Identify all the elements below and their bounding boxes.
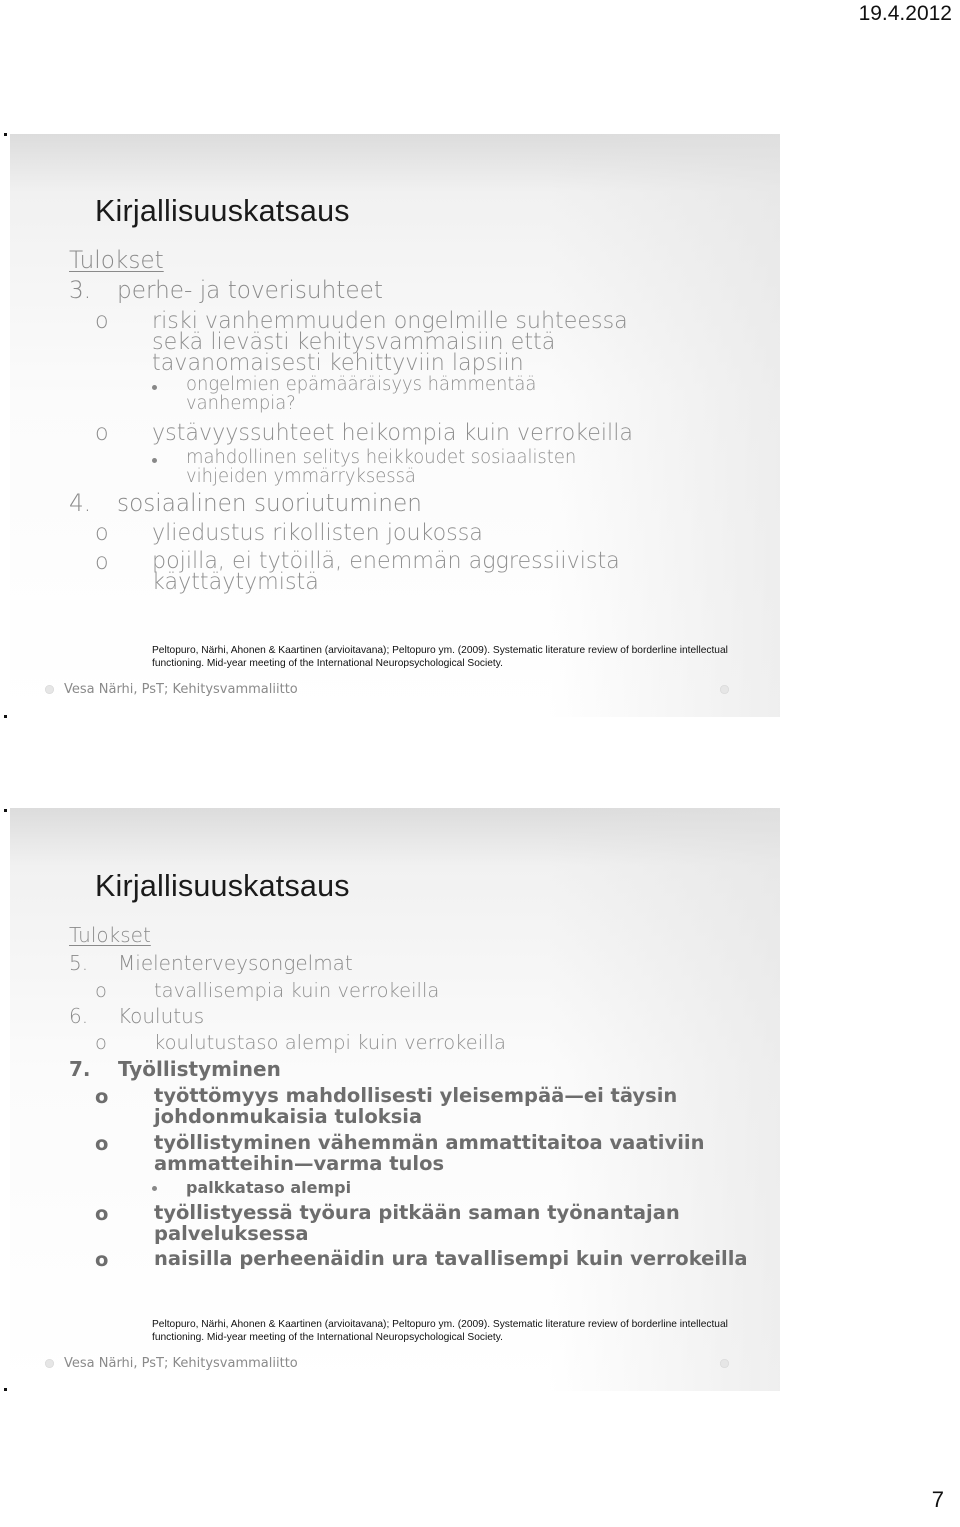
list-item-line: naisilla perheenäidin ura tavallisempi kuin verrokeilla bbox=[154, 1247, 748, 1270]
list-item-line: tavanomaisesti kehittyviin lapsiin bbox=[152, 350, 524, 376]
list-number: 6. bbox=[69, 1004, 89, 1028]
slide-1 bbox=[10, 134, 780, 717]
list-item-heading: perhe- ja toverisuhteet bbox=[117, 276, 383, 304]
footer-dot-icon bbox=[45, 1359, 54, 1368]
list-item-heading: Koulutus bbox=[118, 1004, 205, 1028]
list-item-line: työllistyessä työura pitkään saman työnantajan bbox=[154, 1201, 680, 1224]
list-item-heading: Työllistyminen bbox=[118, 1057, 281, 1081]
list-marker: o bbox=[95, 1248, 109, 1271]
list-number: 7. bbox=[69, 1057, 91, 1081]
slide-edge-mark bbox=[4, 715, 7, 718]
list-marker: o bbox=[95, 420, 109, 446]
list-marker: o bbox=[95, 308, 109, 334]
list-item-line: riski vanhemmuuden ongelmille suhteessa bbox=[152, 308, 628, 334]
bullet-icon bbox=[152, 458, 157, 463]
section-heading-tulokset: Tulokset bbox=[69, 246, 164, 274]
list-marker: o bbox=[95, 979, 107, 1002]
list-item-line: koulutustaso alempi kuin verrokeilla bbox=[154, 1031, 506, 1054]
list-item-heading: Mielenterveysongelmat bbox=[118, 951, 353, 975]
page-number: 7 bbox=[931, 1487, 944, 1512]
reference-citation: Peltopuro, Närhi, Ahonen & Kaartinen (arvioitavana); Peltopuro ym. (2009). Systematic literature review of borderline intellectual functioning. Mid-year meeting of the International Neuropsychological Society. bbox=[152, 645, 728, 669]
list-marker: o bbox=[95, 1202, 109, 1225]
list-marker: o bbox=[95, 520, 109, 546]
list-item-line: työllistyminen vähemmän ammattitaitoa vaativiin bbox=[154, 1131, 705, 1154]
list-number: 4. bbox=[69, 489, 92, 517]
list-item-line: palveluksessa bbox=[154, 1222, 309, 1245]
list-number: 3. bbox=[69, 276, 92, 304]
footer-dot-icon bbox=[45, 685, 54, 694]
slide-2 bbox=[10, 808, 780, 1391]
slide-edge-mark bbox=[4, 1388, 7, 1391]
list-item-line: työttömyys mahdollisesti yleisempää—ei täysin bbox=[154, 1084, 678, 1107]
sub-item-line: vihjeiden ymmärryksessä bbox=[186, 466, 416, 487]
list-marker: o bbox=[95, 1085, 109, 1108]
bullet-icon bbox=[152, 385, 157, 390]
list-item-line: käyttäytymistä bbox=[152, 569, 319, 595]
bullet-icon bbox=[152, 1186, 157, 1191]
list-item-line: sekä lievästi kehitysvammaisiin että bbox=[152, 329, 556, 355]
footer-author: Vesa Närhi, PsT; Kehitysvammaliitto bbox=[64, 682, 298, 697]
list-marker: o bbox=[95, 549, 109, 575]
list-item-line: pojilla, ei tytöillä, enemmän aggressiivista bbox=[152, 548, 620, 574]
footer-dot-icon bbox=[720, 1359, 729, 1368]
slide-title: Kirjallisuuskatsaus bbox=[95, 869, 350, 903]
list-item-line: yliedustus rikollisten joukossa bbox=[152, 520, 483, 546]
section-heading-tulokset: Tulokset bbox=[69, 923, 151, 947]
footer-author: Vesa Närhi, PsT; Kehitysvammaliitto bbox=[64, 1356, 298, 1371]
page-date: 19.4.2012 bbox=[858, 2, 952, 25]
list-item-line: ammatteihin—varma tulos bbox=[154, 1152, 445, 1175]
sub-item-line: mahdollinen selitys heikkoudet sosiaalisten bbox=[186, 447, 577, 468]
reference-citation: Peltopuro, Närhi, Ahonen & Kaartinen (arvioitavana); Peltopuro ym. (2009). Systematic literature review of borderline intellectual functioning. Mid-year meeting of the International Neuropsychological Society. bbox=[152, 1319, 728, 1343]
list-number: 5. bbox=[69, 951, 89, 975]
sub-item-line: palkkataso alempi bbox=[186, 1178, 352, 1197]
list-marker: o bbox=[95, 1132, 109, 1155]
list-item-heading: sosiaalinen suoriutuminen bbox=[117, 489, 422, 517]
footer-dot-icon bbox=[720, 685, 729, 694]
sub-item-line: vanhempia? bbox=[186, 393, 296, 414]
slide-edge-mark bbox=[4, 809, 7, 812]
sub-item-line: ongelmien epämääräisyys hämmentää bbox=[186, 374, 537, 395]
list-item-line: ystävyyssuhteet heikompia kuin verrokeilla bbox=[152, 420, 633, 446]
slide-edge-mark bbox=[4, 133, 7, 136]
list-item-line: johdonmukaisia tuloksia bbox=[154, 1105, 423, 1128]
list-item-line: tavallisempia kuin verrokeilla bbox=[154, 979, 440, 1002]
list-marker: o bbox=[95, 1031, 107, 1054]
slide-title: Kirjallisuuskatsaus bbox=[95, 194, 350, 228]
